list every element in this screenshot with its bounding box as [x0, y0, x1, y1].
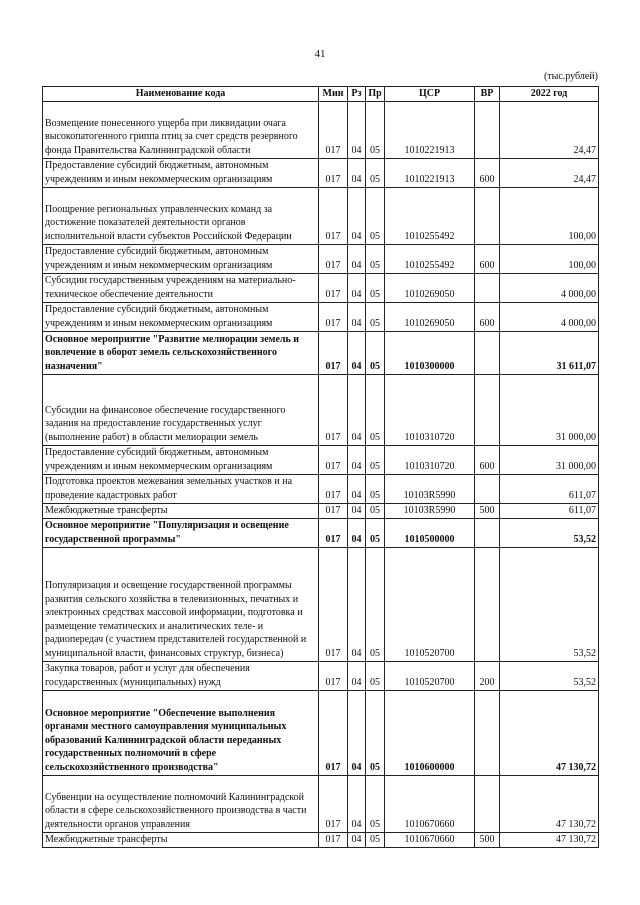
cell-name: Субсидии государственным учреждениям на материально-техническое обеспечение деятельности — [43, 273, 319, 302]
cell-vr: 200 — [475, 661, 500, 690]
table-row — [43, 832, 599, 847]
cell-rz: 04 — [348, 187, 366, 244]
table-row — [43, 374, 599, 445]
cell-name: Основное мероприятие "Обеспечение выполнения органами местного самоуправления муниципальных образований Калининградской области переданных государственных полномочий в сфере сельскохозяйственного производства" — [43, 690, 319, 775]
cell-csr: 1010310720 — [385, 374, 475, 445]
table-body — [43, 101, 599, 847]
cell-pr: 05 — [366, 445, 385, 474]
cell-pr: 05 — [366, 547, 385, 661]
cell-vr — [475, 775, 500, 832]
column-header-year: 2022 год — [500, 87, 599, 102]
cell-csr: 1010520700 — [385, 661, 475, 690]
cell-vr — [475, 187, 500, 244]
cell-csr: 10103R5990 — [385, 474, 475, 503]
cell-min: 017 — [319, 474, 348, 503]
table-row — [43, 187, 599, 244]
cell-min: 017 — [319, 775, 348, 832]
cell-rz: 04 — [348, 445, 366, 474]
cell-min: 017 — [319, 547, 348, 661]
cell-name: Субсидии на финансовое обеспечение государственного задания на предоставление государственных услуг (выполнение работ) в области мелиорации земель — [43, 374, 319, 445]
cell-rz: 04 — [348, 775, 366, 832]
cell-min: 017 — [319, 187, 348, 244]
cell-min: 017 — [319, 661, 348, 690]
cell-rz: 04 — [348, 503, 366, 518]
cell-rz: 04 — [348, 518, 366, 547]
cell-csr: 1010269050 — [385, 302, 475, 331]
cell-vr: 500 — [475, 832, 500, 847]
table-row — [43, 474, 599, 503]
cell-vr — [475, 518, 500, 547]
cell-csr: 1010255492 — [385, 244, 475, 273]
cell-rz: 04 — [348, 273, 366, 302]
cell-amount: 31 611,07 — [500, 331, 599, 374]
cell-min: 017 — [319, 244, 348, 273]
column-header-vr: ВР — [475, 87, 500, 102]
cell-csr: 1010221913 — [385, 158, 475, 187]
table-row — [43, 518, 599, 547]
cell-amount: 47 130,72 — [500, 690, 599, 775]
table-row — [43, 101, 599, 158]
column-header-rz: Рз — [348, 87, 366, 102]
cell-amount: 24,47 — [500, 101, 599, 158]
cell-amount: 53,52 — [500, 518, 599, 547]
cell-amount: 53,52 — [500, 547, 599, 661]
cell-pr: 05 — [366, 187, 385, 244]
cell-csr: 1010310720 — [385, 445, 475, 474]
cell-vr: 600 — [475, 244, 500, 273]
cell-amount: 47 130,72 — [500, 832, 599, 847]
cell-pr: 05 — [366, 661, 385, 690]
table-row — [43, 244, 599, 273]
cell-name: Предоставление субсидий бюджетным, автономным учреждениям и иным некоммерческим организациям — [43, 302, 319, 331]
cell-amount: 100,00 — [500, 244, 599, 273]
cell-name: Закупка товаров, работ и услуг для обеспечения государственных (муниципальных) нужд — [43, 661, 319, 690]
cell-amount: 24,47 — [500, 158, 599, 187]
cell-min: 017 — [319, 331, 348, 374]
cell-min: 017 — [319, 445, 348, 474]
cell-rz: 04 — [348, 302, 366, 331]
cell-vr: 600 — [475, 445, 500, 474]
table-row — [43, 273, 599, 302]
cell-name: Предоставление субсидий бюджетным, автономным учреждениям и иным некоммерческим организациям — [43, 445, 319, 474]
cell-amount: 53,52 — [500, 661, 599, 690]
cell-pr: 05 — [366, 474, 385, 503]
cell-csr: 1010520700 — [385, 547, 475, 661]
cell-amount: 31 000,00 — [500, 374, 599, 445]
cell-amount: 4 000,00 — [500, 273, 599, 302]
cell-csr: 1010300000 — [385, 331, 475, 374]
cell-vr — [475, 331, 500, 374]
cell-vr: 500 — [475, 503, 500, 518]
cell-vr: 600 — [475, 302, 500, 331]
cell-vr: 600 — [475, 158, 500, 187]
cell-pr: 05 — [366, 832, 385, 847]
column-header-name: Наименование кода — [43, 87, 319, 102]
cell-vr — [475, 690, 500, 775]
cell-pr: 05 — [366, 374, 385, 445]
cell-min: 017 — [319, 832, 348, 847]
cell-name: Подготовка проектов межевания земельных участков и на проведение кадастровых работ — [43, 474, 319, 503]
table-row — [43, 331, 599, 374]
table-row — [43, 775, 599, 832]
cell-name: Основное мероприятие "Развитие мелиорации земель и вовлечение в оборот земель сельскохозяйственного назначения" — [43, 331, 319, 374]
cell-csr: 1010255492 — [385, 187, 475, 244]
cell-csr: 1010670660 — [385, 832, 475, 847]
cell-csr: 1010670660 — [385, 775, 475, 832]
cell-name: Поощрение региональных управленческих команд за достижение показателей деятельности органов исполнительной власти субъектов Российской Федерации — [43, 187, 319, 244]
cell-rz: 04 — [348, 832, 366, 847]
cell-name: Возмещение понесенного ущерба при ликвидации очага высокопатогенного гриппа птиц за счет средств резервного фонда Правительства Калининградской области — [43, 101, 319, 158]
cell-vr — [475, 273, 500, 302]
units-label: (тыс.рублей) — [543, 71, 598, 82]
cell-amount: 611,07 — [500, 474, 599, 503]
cell-csr: 1010269050 — [385, 273, 475, 302]
cell-csr: 10103R5990 — [385, 503, 475, 518]
cell-vr — [475, 374, 500, 445]
cell-rz: 04 — [348, 158, 366, 187]
cell-csr: 1010600000 — [385, 690, 475, 775]
column-header-csr: ЦСР — [385, 87, 475, 102]
cell-min: 017 — [319, 690, 348, 775]
cell-name: Субвенции на осуществление полномочий Калининградской области в сфере сельскохозяйственного производства в части деятельности органов управления — [43, 775, 319, 832]
cell-pr: 05 — [366, 503, 385, 518]
cell-name: Предоставление субсидий бюджетным, автономным учреждениям и иным некоммерческим организациям — [43, 158, 319, 187]
cell-rz: 04 — [348, 690, 366, 775]
cell-min: 017 — [319, 374, 348, 445]
cell-vr — [475, 101, 500, 158]
cell-rz: 04 — [348, 474, 366, 503]
cell-csr: 1010221913 — [385, 101, 475, 158]
cell-pr: 05 — [366, 244, 385, 273]
cell-pr: 05 — [366, 158, 385, 187]
cell-name: Межбюджетные трансферты — [43, 832, 319, 847]
cell-amount: 100,00 — [500, 187, 599, 244]
cell-vr — [475, 474, 500, 503]
cell-rz: 04 — [348, 374, 366, 445]
cell-min: 017 — [319, 503, 348, 518]
cell-name: Предоставление субсидий бюджетным, автономным учреждениям и иным некоммерческим организациям — [43, 244, 319, 273]
cell-pr: 05 — [366, 331, 385, 374]
cell-name: Популяризация и освещение государственной программы развития сельского хозяйства в телевизионных, печатных и электронных средствах массовой информации, подготовка и размещение тематических и аналитических теле- и радиопередач (с участием представителей государственной и муниципальной власти, финансовых структур, бизнеса) — [43, 547, 319, 661]
table-row — [43, 503, 599, 518]
table-row — [43, 690, 599, 775]
cell-vr — [475, 547, 500, 661]
cell-amount: 31 000,00 — [500, 445, 599, 474]
page-number: 41 — [314, 48, 326, 60]
cell-min: 017 — [319, 158, 348, 187]
cell-rz: 04 — [348, 547, 366, 661]
cell-rz: 04 — [348, 244, 366, 273]
column-header-pr: Пр — [366, 87, 385, 102]
cell-amount: 47 130,72 — [500, 775, 599, 832]
cell-name: Межбюджетные трансферты — [43, 503, 319, 518]
cell-rz: 04 — [348, 101, 366, 158]
column-header-min: Мин — [319, 87, 348, 102]
cell-pr: 05 — [366, 302, 385, 331]
table-row — [43, 661, 599, 690]
cell-rz: 04 — [348, 661, 366, 690]
cell-pr: 05 — [366, 101, 385, 158]
cell-amount: 4 000,00 — [500, 302, 599, 331]
cell-amount: 611,07 — [500, 503, 599, 518]
cell-name: Основное мероприятие "Популяризация и освещение государственной программы" — [43, 518, 319, 547]
header-row — [43, 87, 599, 102]
cell-min: 017 — [319, 518, 348, 547]
cell-csr: 1010500000 — [385, 518, 475, 547]
table-row — [43, 445, 599, 474]
cell-rz: 04 — [348, 331, 366, 374]
table-row — [43, 158, 599, 187]
cell-pr: 05 — [366, 775, 385, 832]
cell-min: 017 — [319, 302, 348, 331]
cell-pr: 05 — [366, 518, 385, 547]
table-row — [43, 547, 599, 661]
cell-pr: 05 — [366, 690, 385, 775]
cell-min: 017 — [319, 101, 348, 158]
table-header — [43, 87, 599, 102]
table-row — [43, 302, 599, 331]
budget-table — [42, 86, 599, 848]
cell-pr: 05 — [366, 273, 385, 302]
cell-min: 017 — [319, 273, 348, 302]
